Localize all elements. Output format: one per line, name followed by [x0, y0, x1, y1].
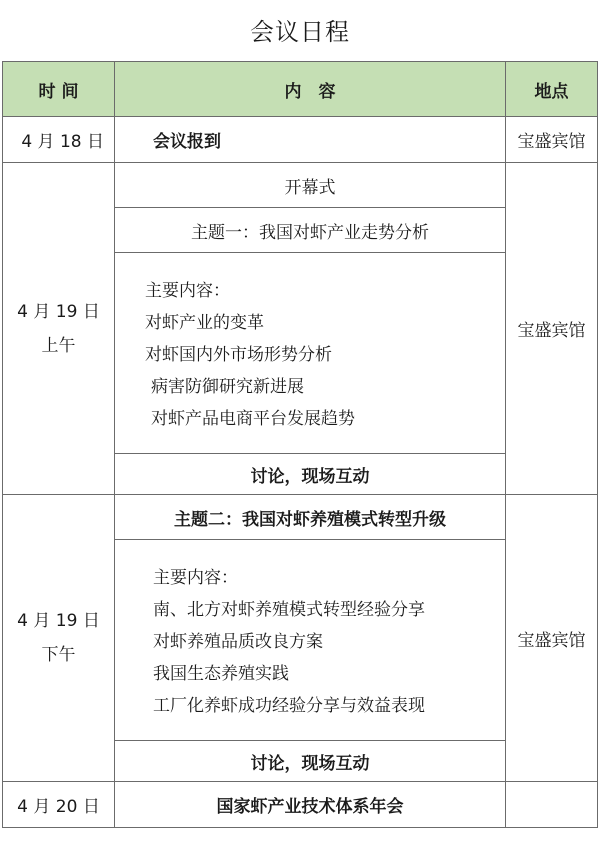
table-row — [3, 163, 598, 208]
discussion-cell: 讨论，现场互动 — [115, 741, 506, 782]
table-row — [3, 495, 598, 540]
topic-cell: 主题一：我国对虾产业走势分析 — [115, 208, 506, 253]
header-place: 地点 — [506, 62, 598, 117]
opening-cell: 开幕式 — [115, 163, 506, 208]
venue-cell — [506, 782, 598, 828]
page-title: 会议日程 — [250, 17, 350, 46]
list-item: 我国生态养殖实践 — [153, 664, 289, 684]
venue-cell: 宝盛宾馆 — [506, 495, 598, 782]
list-title: 主要内容： — [145, 281, 230, 301]
list-item: 对虾产品电商平台发展趋势 — [151, 409, 355, 429]
content-list-cell — [115, 253, 506, 454]
list-item: 对虾国内外市场形势分析 — [145, 345, 332, 365]
content-cell: 国家虾产业技术体系年会 — [115, 782, 506, 828]
content-list-cell — [115, 540, 506, 741]
list-item: 南、北方对虾养殖模式转型经验分享 — [153, 600, 425, 620]
header-content: 内 容 — [115, 62, 506, 117]
list-title: 主要内容： — [153, 568, 238, 588]
date-period: 下午 — [41, 645, 76, 665]
date-cell: 4 月 20 日 — [3, 782, 115, 828]
list-item: 病害防御研究新进展 — [151, 377, 304, 397]
venue-cell: 宝盛宾馆 — [506, 117, 598, 163]
table-header-row — [3, 62, 598, 117]
discussion-cell: 讨论，现场互动 — [115, 454, 506, 495]
date-cell: 4 月 18 日 — [3, 117, 115, 163]
list-item: 对虾养殖品质改良方案 — [153, 632, 323, 652]
date-cell — [3, 163, 115, 495]
content-cell: 会议报到 — [115, 117, 506, 163]
table-row — [3, 117, 598, 163]
date-cell — [3, 495, 115, 782]
venue-cell: 宝盛宾馆 — [506, 163, 598, 495]
header-time: 时 间 — [3, 62, 115, 117]
date-line: 4 月 19 日 — [17, 301, 100, 322]
schedule-table — [2, 61, 598, 828]
list-item: 工厂化养虾成功经验分享与效益表现 — [153, 696, 425, 716]
list-item: 对虾产业的变革 — [145, 313, 264, 333]
table-row — [3, 782, 598, 828]
date-period: 上午 — [41, 335, 76, 356]
date-line: 4 月 19 日 — [17, 611, 100, 631]
topic-cell: 主题二：我国对虾养殖模式转型升级 — [115, 495, 506, 540]
